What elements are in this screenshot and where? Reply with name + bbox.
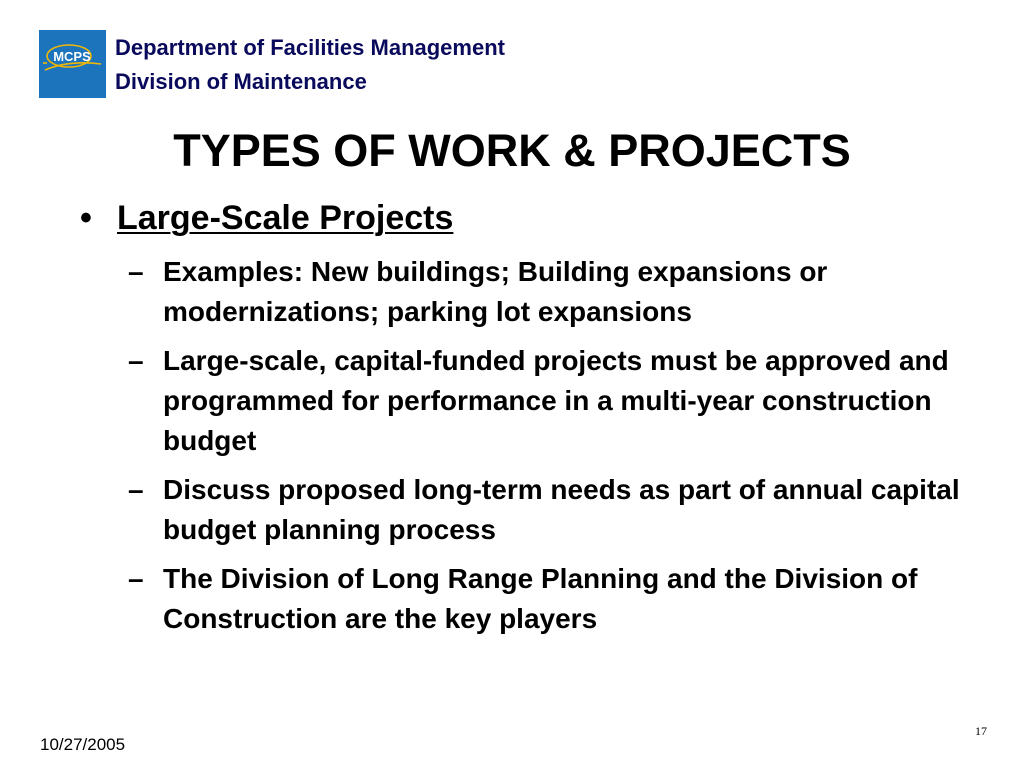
dash-marker: –	[128, 563, 144, 594]
slide-title: TYPES OF WORK & PROJECTS	[173, 125, 851, 176]
mcps-logo-graphic	[39, 30, 106, 98]
sub-bullet-list	[128, 252, 1008, 648]
sub-bullet-item	[128, 252, 1008, 332]
main-bullet-text: Large-Scale Projects	[117, 199, 454, 237]
sub-bullet-text: The Division of Long Range Planning and the Division of Construction are the key players	[163, 563, 918, 634]
sub-bullet-text: Large-scale, capital-funded projects must be approved and programmed for performance in a multi-year construction budget	[163, 345, 949, 456]
dash-marker: –	[128, 345, 144, 376]
logo-text: MCPS	[53, 49, 91, 64]
dash-marker: –	[128, 474, 144, 505]
sub-bullet-item	[128, 341, 1008, 461]
department-name: Department of Facilities Management	[115, 35, 505, 60]
page-number: 17	[975, 724, 987, 738]
dash-marker: –	[128, 256, 144, 287]
sub-bullet-item	[128, 470, 1008, 550]
sub-bullet-item	[128, 559, 1008, 639]
sub-bullet-text: Examples: New buildings; Building expansions or modernizations; parking lot expansions	[163, 256, 828, 327]
footer-date: 10/27/2005	[40, 735, 126, 754]
division-name: Division of Maintenance	[115, 69, 367, 94]
sub-bullet-text: Discuss proposed long-term needs as part of annual capital budget planning process	[163, 474, 960, 545]
mcps-logo	[39, 30, 106, 98]
bullet-marker: •	[80, 199, 92, 237]
